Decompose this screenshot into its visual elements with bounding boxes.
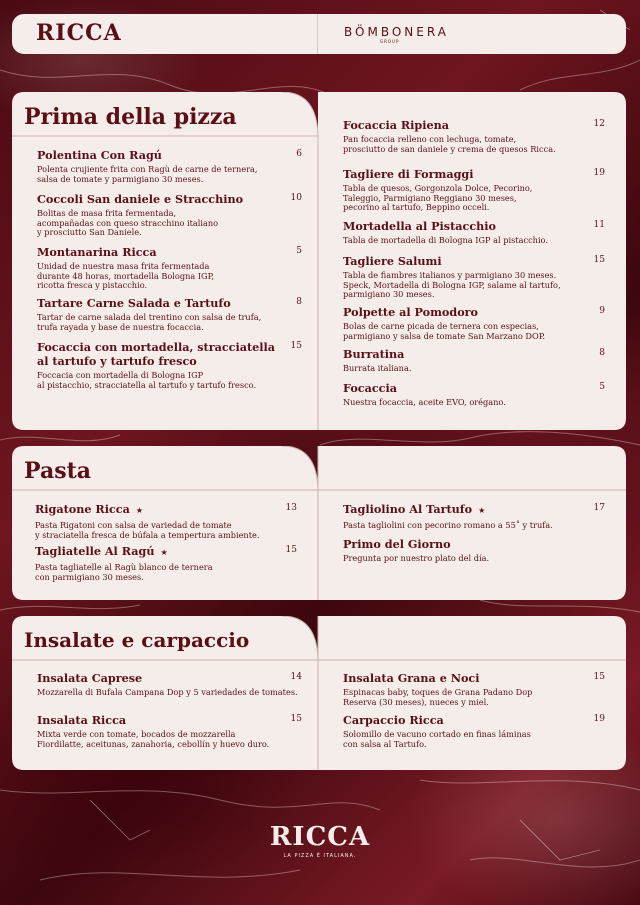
- menu-item: [343, 167, 605, 213]
- item-description: Pregunta por nuestro plato del día.: [343, 553, 490, 563]
- menu-item: [343, 254, 605, 300]
- item-price: 11: [593, 220, 605, 230]
- item-name: Focaccia: [343, 381, 397, 395]
- item-price: 14: [290, 672, 302, 682]
- item-price: 15: [285, 545, 297, 555]
- menu-item: [343, 347, 605, 374]
- item-description: Nuestra focaccia, aceite EVO, orégano.: [343, 397, 506, 407]
- item-name: Burratina: [343, 347, 405, 361]
- item-name: Tagliere di Formaggi: [343, 167, 474, 181]
- item-price: 9: [599, 306, 605, 316]
- menu-item: [37, 713, 302, 749]
- star-icon: ★: [160, 548, 168, 557]
- item-price: 12: [593, 119, 605, 129]
- item-description: Pasta Rigatoni con salsa de variedad de tomate y straciatella fresca de búfala a tempertura ambiente.: [35, 520, 260, 540]
- partner-logo: BÖMBONERA: [344, 25, 449, 39]
- menu-item: [343, 219, 605, 246]
- item-description: Tabla de mortadella di Bologna IGP al pistacchio.: [343, 235, 548, 245]
- item-price: 5: [599, 382, 605, 392]
- item-price: 17: [593, 503, 605, 513]
- menu-item: [37, 245, 302, 291]
- item-name: Insalata Ricca: [37, 713, 127, 727]
- menu-item: [35, 544, 297, 582]
- item-description: Foccacia con mortadella di Bologna IGP al pistacchio, stracciatella al tartufo y tartufo fresco.: [37, 370, 257, 390]
- brand-logo: RICCA: [36, 20, 122, 46]
- item-name: Tagliatelle Al Ragú ★: [35, 544, 168, 558]
- menu-item: [343, 381, 605, 408]
- item-description: Pasta tagliolini con pecorino romano a 55˚ y trufa.: [343, 520, 553, 530]
- item-name: Tagliere Salumi: [343, 254, 442, 268]
- section-title-insalate: Insalate e carpaccio: [24, 628, 250, 652]
- item-price: 15: [290, 714, 302, 724]
- menu-item: [37, 148, 302, 184]
- item-description: Tabla de fiambres italianos y parmigiano 30 meses. Speck, Mortadella di Bologna IGP, salame al tartufo, parmigiano 30 meses.: [343, 270, 561, 300]
- item-description: Espinacas baby, toques de Grana Padano Dop Reserva (30 meses), nueces y miel.: [343, 687, 533, 707]
- item-price: 15: [593, 255, 605, 265]
- item-description: Bolas de carne picada de ternera con especias, parmigiano y salsa de tomate San Marzano DOP.: [343, 321, 546, 341]
- menu-item: [343, 502, 605, 531]
- menu-item: [37, 296, 302, 332]
- item-name: Insalata Caprese: [37, 671, 143, 685]
- item-name: Polpette al Pomodoro: [343, 305, 479, 319]
- item-name: Polentina Con Ragú: [37, 148, 162, 162]
- header-bar: [12, 14, 626, 54]
- item-name: Mortadella al Pistacchio: [343, 219, 496, 233]
- menu-item: [343, 537, 605, 564]
- item-price: 19: [593, 168, 605, 178]
- item-price: 6: [296, 149, 302, 159]
- item-price: 19: [593, 714, 605, 724]
- item-description: Pan focaccia relleno con lechuga, tomate, prosciutto de san daniele y crema de quesos Ricca.: [343, 134, 556, 154]
- item-name: Tartare Carne Salada e Tartufo: [37, 296, 231, 310]
- item-name: Montanarina Ricca: [37, 245, 157, 259]
- item-price: 15: [290, 341, 302, 351]
- section-title-prima: Prima della pizza: [24, 104, 237, 130]
- item-description: Pasta tagliatelle al Ragù blanco de ternera con parmigiano 30 meses.: [35, 562, 213, 582]
- item-name-line2: al tartufo y tartufo fresco: [37, 354, 197, 368]
- item-price: 15: [593, 672, 605, 682]
- header-divider: [317, 14, 318, 54]
- item-description: Polenta crujiente frita con Ragù de carne de ternera, salsa de tomate y parmigiano 30 meses.: [37, 164, 258, 184]
- item-price: 8: [599, 348, 605, 358]
- item-description: Solomillo de vacuno cortado en finas láminas con salsa al Tartufo.: [343, 729, 531, 749]
- menu-item: [343, 118, 605, 154]
- item-name: Carpaccio Ricca: [343, 713, 444, 727]
- item-name: Primo del Giorno: [343, 537, 451, 551]
- item-description: Unidad de nuestra masa frita fermentada durante 48 horas, mortadella Bologna IGP, ricotta fresca y pistacchio.: [37, 261, 215, 291]
- item-name: Tagliolino Al Tartufo ★: [343, 502, 486, 516]
- item-description: Mozzarella di Bufala Campana Dop y 5 variedades de tomates.: [37, 687, 298, 697]
- menu-item: [35, 502, 297, 540]
- menu-item: [343, 305, 605, 341]
- menu-item: [37, 340, 302, 390]
- item-description: Bolitas de masa frita fermentada, acompañadas con queso stracchino italiano y prosciutto San Daniele.: [37, 208, 219, 238]
- item-description: Mixta verde con tomate, bocados de mozzarella Fiordilatte, aceitunas, zanahoria, cebollín y huevo duro.: [37, 729, 270, 749]
- item-name: Coccoli San daniele e Stracchino: [37, 192, 244, 206]
- item-price: 5: [296, 246, 302, 256]
- section-title-pasta: Pasta: [24, 458, 92, 484]
- item-name: Insalata Grana e Noci: [343, 671, 480, 685]
- menu-item: [343, 671, 605, 707]
- item-price: 10: [290, 193, 302, 203]
- footer-logo: RICCA: [269, 822, 371, 852]
- menu-item: [37, 192, 302, 238]
- item-description: Burrata italiana.: [343, 363, 412, 373]
- item-description: Tabla de quesos, Gorgonzola Dolce, Pecorino, Taleggio, Parmigiano Reggiano 30 meses, pecorino al tartufo, Beppino occeli.: [343, 183, 533, 213]
- star-icon: ★: [135, 506, 143, 515]
- item-description: Tartar de carne salada del trentino con salsa de trufa, trufa rayada y base de nuestra focaccia.: [37, 312, 262, 332]
- item-name: Rigatone Ricca ★: [35, 502, 143, 516]
- partner-logo-sub: GROUP: [380, 39, 400, 44]
- item-price: 8: [296, 297, 302, 307]
- menu-item: [37, 671, 302, 698]
- menu-item: [343, 713, 605, 749]
- footer-tagline: LA PIZZA È ITALIANA.: [283, 853, 357, 859]
- item-price: 13: [285, 503, 297, 513]
- item-name: Focaccia Ripiena: [343, 118, 449, 132]
- item-name: Focaccia con mortadella, stracciatella: [37, 340, 276, 354]
- star-icon: ★: [478, 506, 486, 515]
